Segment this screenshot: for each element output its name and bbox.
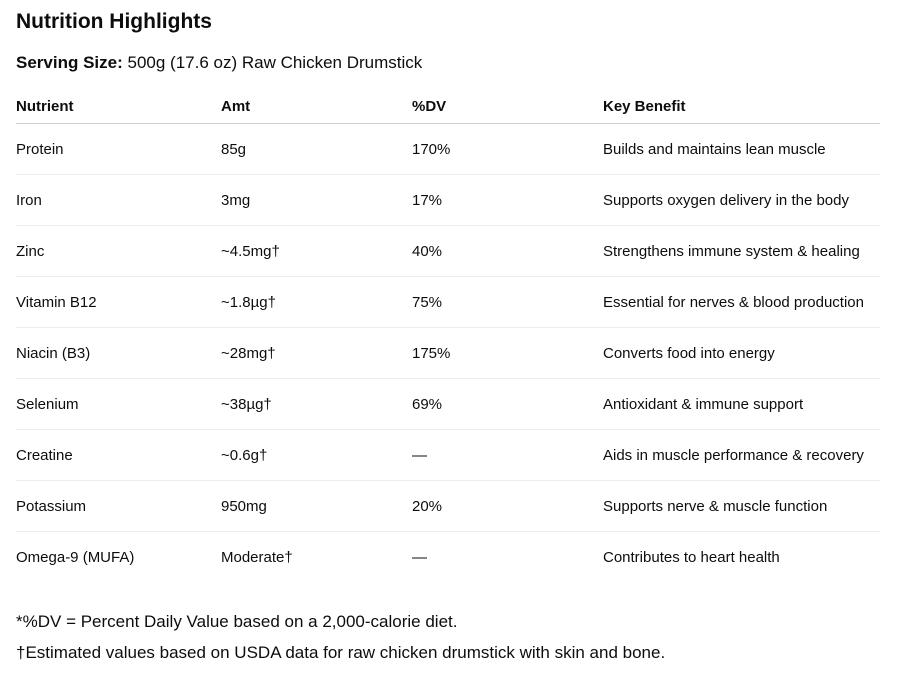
cell-nutrient: Vitamin B12	[16, 277, 221, 328]
cell-amount: 3mg	[221, 175, 412, 226]
table-row	[16, 124, 880, 175]
cell-amount: ~4.5mg†	[221, 226, 412, 277]
table-row	[16, 277, 880, 328]
cell-daily-value: 69%	[412, 379, 603, 430]
cell-nutrient: Zinc	[16, 226, 221, 277]
header-key-benefit: Key Benefit	[603, 90, 880, 124]
table-row	[16, 328, 880, 379]
table-row	[16, 175, 880, 226]
cell-key-benefit: Supports nerve & muscle function	[603, 481, 880, 532]
cell-amount: ~28mg†	[221, 328, 412, 379]
cell-amount: ~1.8µg†	[221, 277, 412, 328]
cell-nutrient: Selenium	[16, 379, 221, 430]
cell-daily-value: —	[412, 430, 603, 481]
cell-daily-value: 40%	[412, 226, 603, 277]
header-amount: Amt	[221, 90, 412, 124]
table-row	[16, 226, 880, 277]
cell-nutrient: Iron	[16, 175, 221, 226]
footnote-daily-value: *%DV = Percent Daily Value based on a 2,000-calorie diet.	[16, 612, 458, 631]
cell-nutrient: Potassium	[16, 481, 221, 532]
cell-nutrient: Creatine	[16, 430, 221, 481]
cell-key-benefit: Converts food into energy	[603, 328, 880, 379]
cell-amount: ~38µg†	[221, 379, 412, 430]
cell-key-benefit: Aids in muscle performance & recovery	[603, 430, 880, 481]
cell-daily-value: 175%	[412, 328, 603, 379]
cell-nutrient: Omega-9 (MUFA)	[16, 548, 135, 566]
cell-key-benefit: Strengthens immune system & healing	[603, 226, 880, 277]
cell-amount: 85g	[221, 124, 412, 175]
cell-daily-value: 20%	[412, 481, 603, 532]
cell-key-benefit: Builds and maintains lean muscle	[603, 124, 880, 175]
cell-amount: Moderate†	[221, 548, 293, 566]
cell-daily-value: 17%	[412, 175, 603, 226]
cell-key-benefit: Antioxidant & immune support	[603, 379, 880, 430]
serving-size	[16, 51, 422, 75]
nutrition-table	[16, 90, 880, 582]
page-title: Nutrition Highlights	[16, 10, 212, 33]
cell-key-benefit: Essential for nerves & blood production	[603, 277, 880, 328]
cell-key-benefit: Supports oxygen delivery in the body	[603, 175, 880, 226]
cell-nutrient: Niacin (B3)	[16, 328, 221, 379]
header-daily-value: %DV	[412, 90, 603, 124]
cell-daily-value: 170%	[412, 124, 603, 175]
cell-key-benefit: Contributes to heart health	[603, 548, 780, 566]
footnote-estimated: †Estimated values based on USDA data for raw chicken drumstick with skin and bone.	[16, 643, 666, 662]
table-row	[16, 430, 880, 481]
cell-amount: ~0.6g†	[221, 430, 412, 481]
table-row	[16, 481, 880, 532]
table-row	[16, 379, 880, 430]
table-header-row	[16, 90, 880, 124]
table-row	[16, 532, 880, 583]
serving-size-value: 500g (17.6 oz) Raw Chicken Drumstick	[122, 53, 423, 72]
cell-amount: 950mg	[221, 481, 412, 532]
header-nutrient: Nutrient	[16, 90, 221, 124]
serving-size-label: Serving Size:	[16, 53, 123, 72]
cell-nutrient: Protein	[16, 124, 221, 175]
footnotes	[16, 606, 665, 668]
cell-daily-value: —	[412, 548, 427, 566]
cell-daily-value: 75%	[412, 277, 603, 328]
